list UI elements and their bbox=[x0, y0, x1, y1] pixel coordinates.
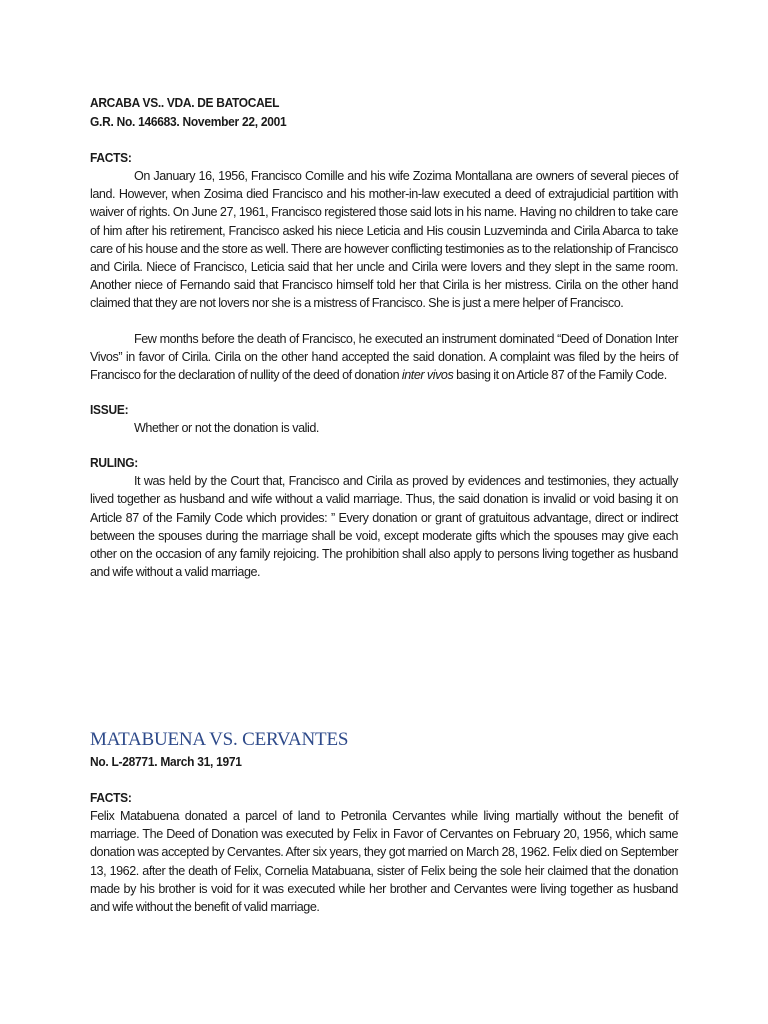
facts-p2-text: Few months before the death of Francisco, he executed an instrument dominated “Deed of Donation Inter Vivos” in favor of Cirila. Cirila on the other hand accepted the said donation. A complaint was filed by the heirs of Francisco for the declaration of nullity of the deed of donation bbox=[90, 331, 678, 383]
facts-paragraph: Felix Matabuena donated a parcel of land to Petronila Cervantes while living martially without the benefit of marriage. The Deed of Donation was executed by Felix in Favor of Cervantes on February 20, 1956, which same donation was accepted by Cervantes. After six years, they got married on March 28, 1962. Felix died on September 13, 1962. after the death of Felix, Cornelia Matabuana, sister of Felix being the sole heir claimed that the donation made by his brother is void for it was executed while her brother and Cervantes were living together as husband and wife without the benefit of valid marriage. bbox=[90, 809, 678, 915]
facts-heading: FACTS: bbox=[90, 150, 132, 165]
ruling-heading: RULING: bbox=[90, 455, 138, 471]
facts-paragraph-2 bbox=[90, 330, 678, 385]
case-arcaba bbox=[90, 93, 678, 581]
case-title: ARCABA VS.. VDA. DE BATOCAEL bbox=[90, 95, 280, 110]
ruling-paragraph: It was held by the Court that, Francisco and Cirila as proved by evidences and testimonies, they actually lived together as husband and wife without a valid marriage. Thus, the said donation is invalid or void basing it on Article 87 of the Family Code which provides: ” Every donation or grant of gratuitous advantage, direct or indirect between the spouses during the marriage shall be void, except moderate gifts which the spouses may give each other on the occasion of any family rejoicing. The prohibition shall also apply to persons living together as husband and wife without a valid marriage. bbox=[90, 474, 678, 580]
case-title: MATABUENA VS. CERVANTES bbox=[90, 729, 349, 750]
facts-p2-tail: basing it on Article 87 of the Family Code. bbox=[453, 368, 667, 383]
case-matabuena bbox=[90, 728, 678, 916]
case-citation: G.R. No. 146683. November 22, 2001 bbox=[90, 114, 287, 129]
issue-text: Whether or not the donation is valid. bbox=[134, 421, 319, 436]
facts-paragraph-1: On January 16, 1956, Francisco Comille and his wife Zozima Montallana are owners of several pieces of land. However, when Zosima died Francisco and his mother-in-law executed a deed of extrajudicial partition with waiver of rights. On June 27, 1961, Francisco registered those said lots in his name. Having no children to take care of him after his retirement, Francisco asked his niece Leticia and His cousin Luzveminda and Cirila Abarca to take care of his house and the store as well. There are however conflicting testimonies as to the relationship of Francisco and Cirila. Niece of Francisco, Leticia said that her uncle and Cirila were lovers and they slept in the same room. Another niece of Fernando said that Francisco himself told her that Cirila is her mistress. Cirila on the other hand claimed that they are not lovers nor she is a mistress of Francisco. She is just a mere helper of Francisco. bbox=[90, 169, 678, 311]
issue-heading: ISSUE: bbox=[90, 402, 129, 418]
facts-p2-italic: inter vivos bbox=[401, 368, 454, 383]
facts-heading: FACTS: bbox=[90, 790, 132, 805]
case-citation: No. L-28771. March 31, 1971 bbox=[90, 754, 242, 769]
